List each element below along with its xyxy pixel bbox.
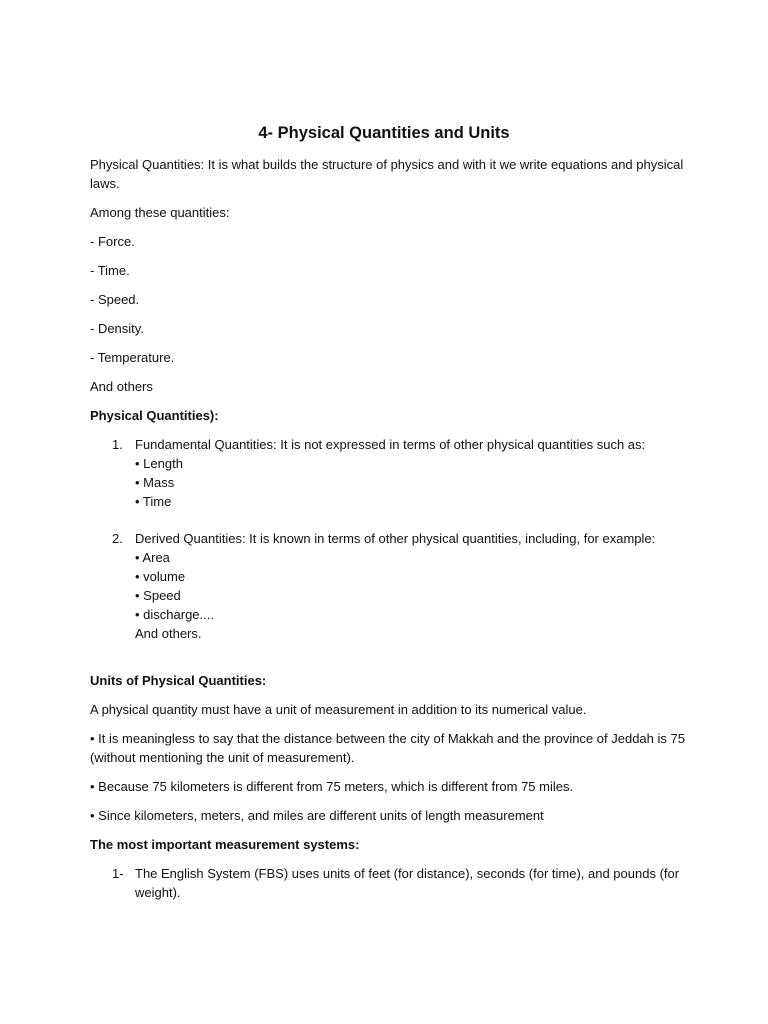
- systems-heading: The most important measurement systems:: [90, 837, 360, 852]
- units-point-line: (without mentioning the unit of measurement).: [90, 750, 355, 765]
- physical-quantities-heading: Physical Quantities):: [90, 408, 219, 423]
- bullet-item: • Area: [135, 550, 170, 565]
- fundamental-quantities-item: [135, 435, 695, 511]
- units-point-line: • It is meaningless to say that the distance between the city of Makkah and the province of Jeddah is 75: [90, 731, 685, 746]
- system-item-line: weight).: [135, 885, 181, 900]
- intro-line: Physical Quantities: It is what builds the structure of physics and with it we write equations and physical: [90, 157, 684, 172]
- quantity-item-force: - Force.: [90, 234, 135, 249]
- bullet-item: • volume: [135, 569, 186, 584]
- quantity-item-temperature: - Temperature.: [90, 350, 175, 365]
- derived-tail-text: And others.: [135, 626, 202, 641]
- page-title: 4- Physical Quantities and Units: [258, 124, 510, 142]
- among-text: Among these quantities:: [90, 205, 230, 220]
- units-point-1: [90, 729, 690, 767]
- bullet-item: • Mass: [135, 475, 175, 490]
- intro-line: laws.: [90, 176, 120, 191]
- system-item-english: [135, 864, 695, 902]
- list-number: 2.: [112, 531, 123, 546]
- and-others-text: And others: [90, 379, 153, 394]
- units-heading: Units of Physical Quantities:: [90, 673, 267, 688]
- quantity-item-time: - Time.: [90, 263, 130, 278]
- list-number: 1-: [112, 866, 124, 881]
- units-intro-text: A physical quantity must have a unit of measurement in addition to its numerical value.: [90, 702, 587, 717]
- quantity-item-density: - Density.: [90, 321, 144, 336]
- system-item-line: The English System (FBS) uses units of feet (for distance), seconds (for time), and pounds (for: [135, 866, 680, 881]
- quantity-item-speed: - Speed.: [90, 292, 140, 307]
- units-point-3: • Since kilometers, meters, and miles are different units of length measurement: [90, 808, 544, 823]
- fundamental-quantities-text: Fundamental Quantities: It is not expressed in terms of other physical quantities such as:: [135, 437, 646, 452]
- bullet-item: • Speed: [135, 588, 181, 603]
- units-point-2: • Because 75 kilometers is different from 75 meters, which is different from 75 miles.: [90, 779, 574, 794]
- bullet-item: • discharge....: [135, 607, 214, 622]
- list-number: 1.: [112, 437, 123, 452]
- intro-paragraph: [90, 155, 690, 193]
- derived-quantities-text: Derived Quantities: It is known in terms of other physical quantities, including, for example:: [135, 531, 656, 546]
- bullet-item: • Time: [135, 494, 172, 509]
- derived-quantities-item: [135, 529, 695, 643]
- bullet-item: • Length: [135, 456, 183, 471]
